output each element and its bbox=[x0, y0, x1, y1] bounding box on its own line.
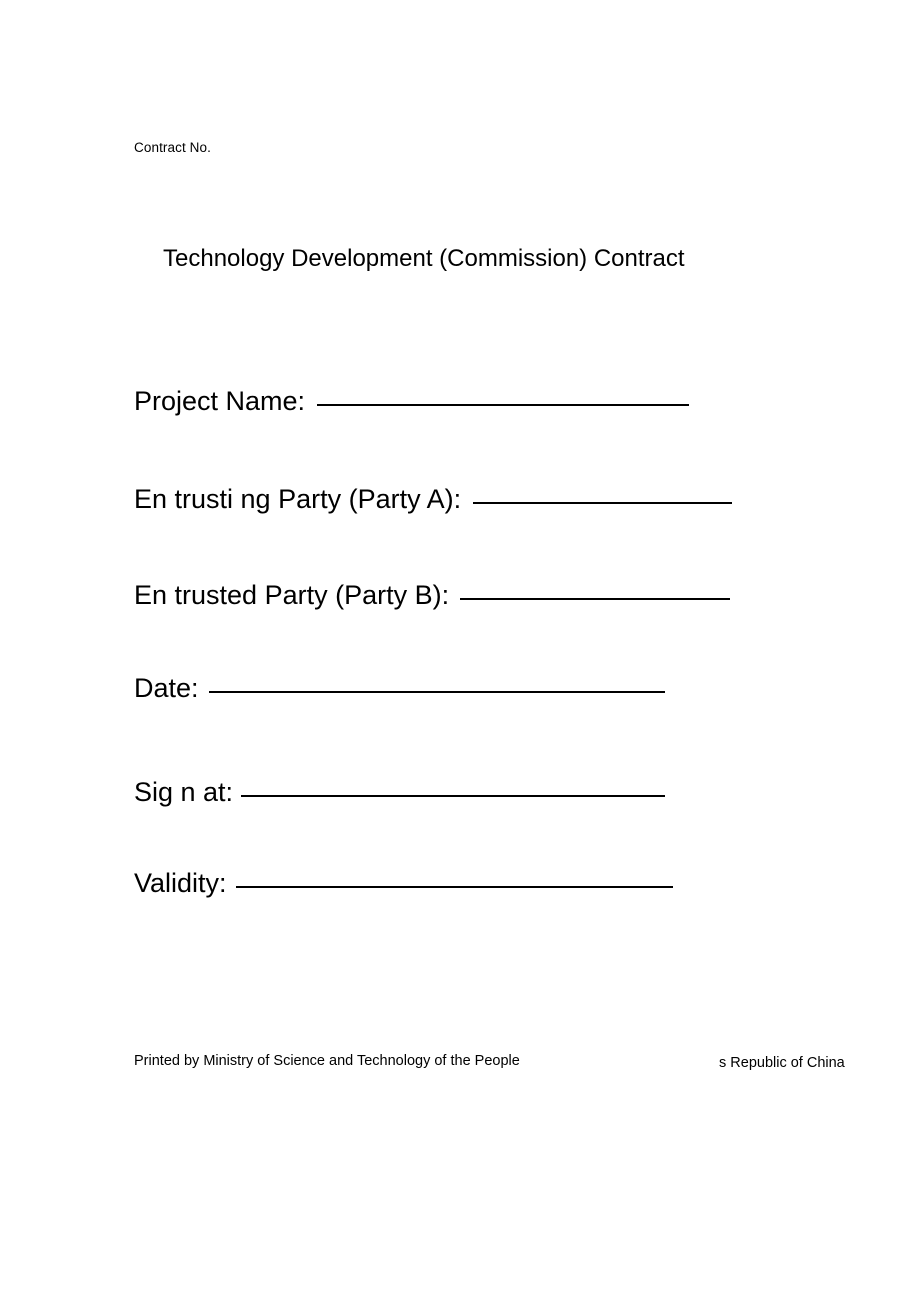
field-project-name-label: Project Name: bbox=[134, 386, 306, 416]
field-project-name bbox=[134, 386, 689, 417]
field-entrusting-party-label: En trusti ng Party (Party A): bbox=[134, 484, 462, 514]
field-entrusted-party-label: En trusted Party (Party B): bbox=[134, 580, 450, 610]
footer-publisher-text-continued: s Republic of China bbox=[719, 1055, 845, 1071]
footer-publisher-text: Printed by Ministry of Science and Technology of the People bbox=[134, 1053, 520, 1069]
field-validity bbox=[134, 868, 673, 899]
contract-number-label: Contract No. bbox=[134, 140, 211, 155]
field-entrusting-party-blank[interactable] bbox=[473, 501, 732, 504]
field-validity-blank[interactable] bbox=[236, 885, 673, 888]
field-sign-at-blank[interactable] bbox=[241, 794, 665, 797]
field-validity-label: Validity: bbox=[134, 868, 227, 898]
field-project-name-blank[interactable] bbox=[317, 403, 689, 406]
field-sign-at-label: Sig n at: bbox=[134, 777, 234, 807]
page-title: Technology Development (Commission) Contract bbox=[163, 245, 685, 272]
field-entrusted-party bbox=[134, 580, 730, 611]
field-entrusting-party bbox=[134, 484, 732, 515]
field-entrusted-party-blank[interactable] bbox=[460, 597, 730, 600]
field-date bbox=[134, 673, 665, 704]
field-date-blank[interactable] bbox=[209, 690, 665, 693]
field-date-label: Date: bbox=[134, 673, 199, 703]
field-sign-at bbox=[134, 777, 665, 808]
